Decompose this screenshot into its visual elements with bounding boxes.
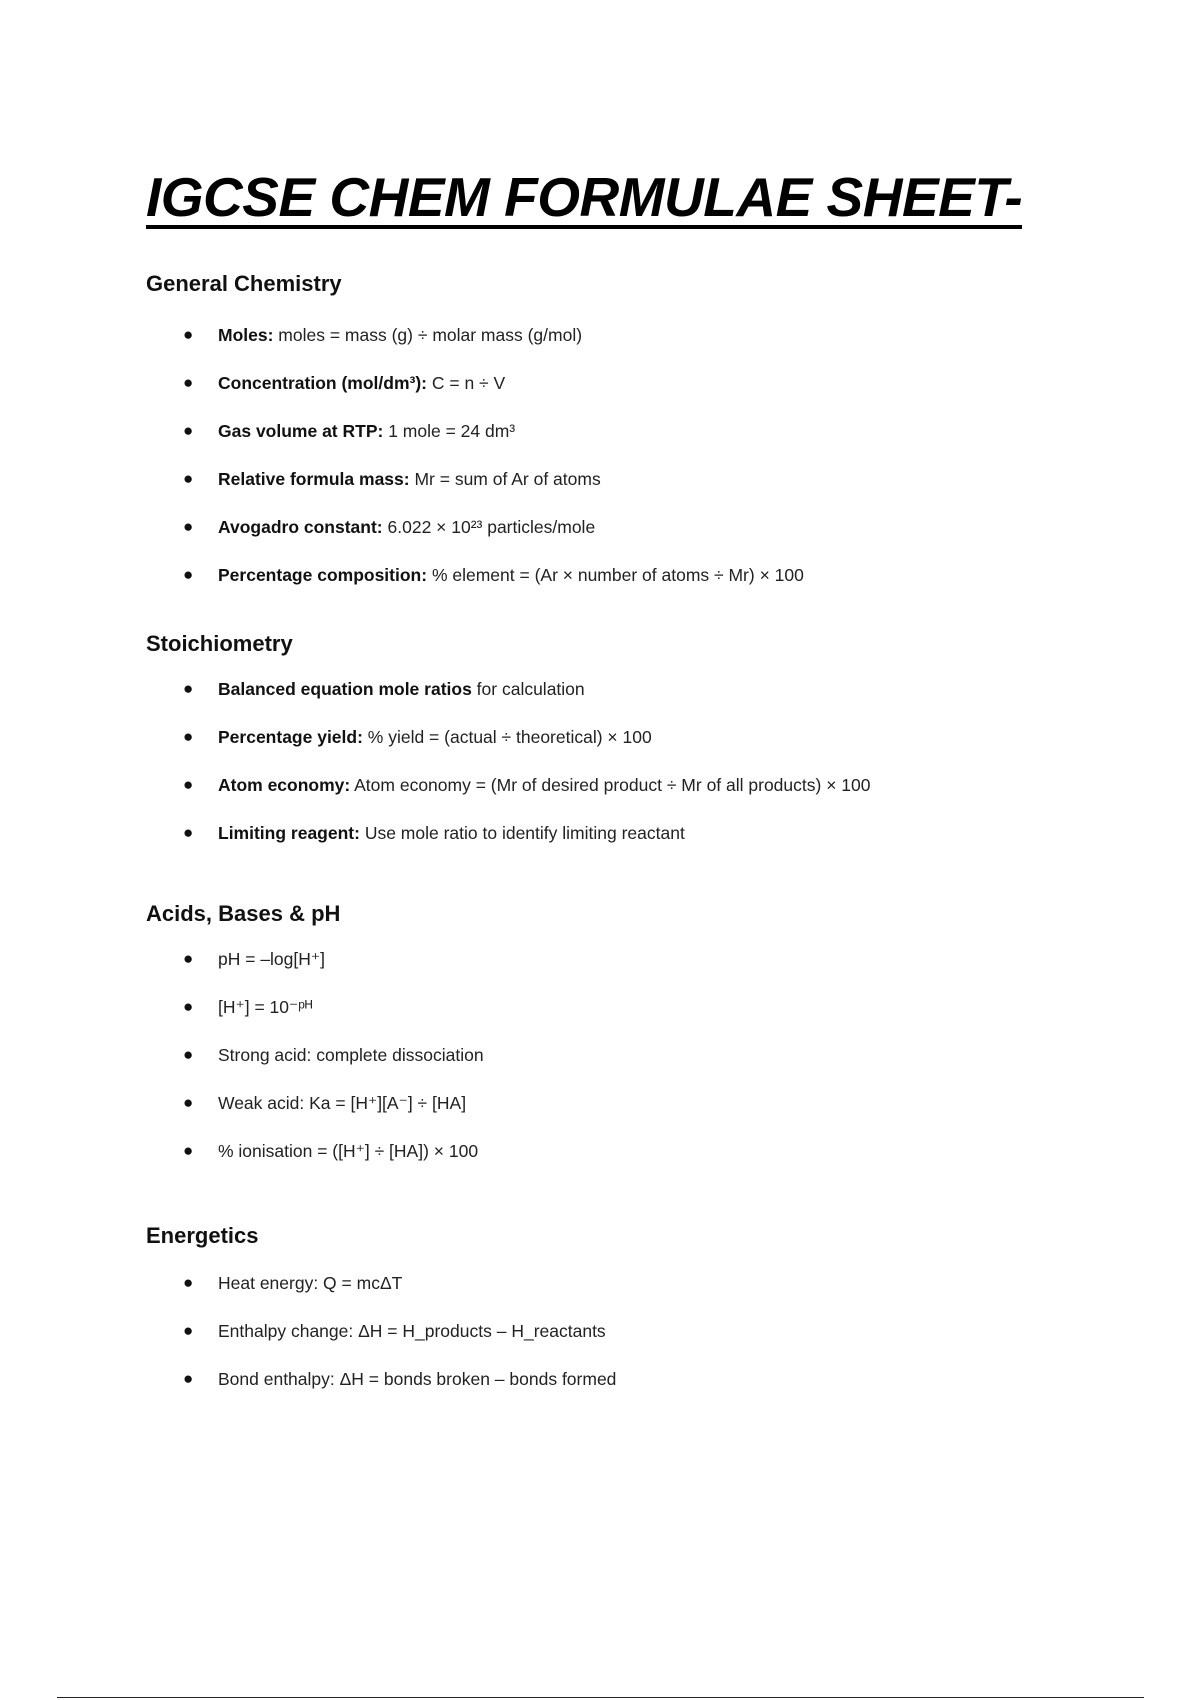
bullet-icon: ● (183, 949, 194, 968)
bullet-icon: ● (183, 1045, 194, 1064)
bullet-icon: ● (183, 1369, 194, 1388)
item-text: [H⁺] = 10⁻ᵖᴴ (218, 997, 313, 1017)
list-item (146, 1079, 1106, 1127)
list-item (146, 503, 1106, 551)
section-heading: Stoichiometry (146, 631, 293, 656)
list-item (146, 713, 1106, 761)
item-text: C = n ÷ V (427, 373, 506, 393)
section-energetics (146, 1223, 1106, 1403)
item-text: Weak acid: Ka = [H⁺][A⁻] ÷ [HA] (218, 1093, 467, 1113)
section-heading: Energetics (146, 1223, 259, 1248)
list-item (146, 809, 1106, 857)
item-text: Enthalpy change: ΔH = H_products – H_reactants (218, 1321, 606, 1341)
bullet-icon: ● (183, 1321, 194, 1340)
item-label: Atom economy: (218, 775, 351, 795)
item-text: Heat energy: Q = mcΔT (218, 1273, 403, 1293)
section-stoichiometry (146, 631, 1106, 857)
bullet-icon: ● (183, 727, 194, 746)
bullet-icon: ● (183, 565, 194, 584)
bullet-icon: ● (183, 373, 194, 392)
item-text: % yield = (actual ÷ theoretical) × 100 (362, 727, 652, 747)
section-heading: Acids, Bases & pH (146, 901, 341, 926)
item-label: Percentage yield: (218, 727, 363, 747)
section-heading: General Chemistry (146, 271, 342, 296)
list-item (146, 359, 1106, 407)
bullet-icon: ● (183, 997, 194, 1016)
section-general-chemistry (146, 271, 1106, 599)
item-text: Strong acid: complete dissociation (218, 1045, 484, 1065)
bullet-icon: ● (183, 517, 194, 536)
bullet-icon: ● (183, 469, 194, 488)
item-text: for calculation (471, 679, 585, 699)
page-bottom-divider (57, 1697, 1144, 1698)
item-label: Relative formula mass: (218, 469, 410, 489)
item-label: Percentage composition: (218, 565, 428, 585)
item-text: Atom economy = (Mr of desired product ÷ Mr of all products) × 100 (350, 775, 871, 795)
bullet-icon: ● (183, 823, 194, 842)
item-text: % ionisation = ([H⁺] ÷ [HA]) × 100 (218, 1141, 479, 1161)
item-label: Gas volume at RTP: (218, 421, 384, 441)
list-item (146, 935, 1106, 983)
list-item (146, 311, 1106, 359)
item-label: Moles: (218, 325, 274, 345)
item-text: Mr = sum of Ar of atoms (409, 469, 601, 489)
list-item (146, 1127, 1106, 1175)
list-item (146, 1355, 1106, 1403)
item-text: pH = –log[H⁺] (218, 949, 325, 969)
item-label: Balanced equation mole ratios (218, 679, 472, 699)
bullet-icon: ● (183, 421, 194, 440)
item-label: Limiting reagent: (218, 823, 360, 843)
item-label: Concentration (mol/dm³): (218, 373, 428, 393)
list-item (146, 551, 1106, 599)
document-title: IGCSE CHEM FORMULAE SHEET- (146, 166, 1023, 228)
bullet-icon: ● (183, 325, 194, 344)
bullet-icon: ● (183, 1273, 194, 1292)
item-text: moles = mass (g) ÷ molar mass (g/mol) (273, 325, 583, 345)
bullet-list (146, 1259, 1106, 1403)
list-item (146, 761, 1106, 809)
item-text: Use mole ratio to identify limiting reactant (359, 823, 685, 843)
bullet-icon: ● (183, 1141, 194, 1160)
item-label: Avogadro constant: (218, 517, 383, 537)
list-item (146, 665, 1106, 713)
list-item (146, 1259, 1106, 1307)
list-item (146, 455, 1106, 503)
item-text: % element = (Ar × number of atoms ÷ Mr) × 100 (427, 565, 804, 585)
item-text: Bond enthalpy: ΔH = bonds broken – bonds formed (218, 1369, 617, 1389)
item-text: 6.022 × 10²³ particles/mole (382, 517, 596, 537)
bullet-icon: ● (183, 775, 194, 794)
section-acids-bases-ph (146, 901, 1106, 1175)
list-item (146, 1031, 1106, 1079)
bullet-list (146, 665, 1106, 857)
list-item (146, 407, 1106, 455)
list-item (146, 1307, 1106, 1355)
bullet-list (146, 311, 1106, 599)
list-item (146, 983, 1106, 1031)
document-page (146, 166, 1106, 1403)
bullet-list (146, 935, 1106, 1175)
bullet-icon: ● (183, 1093, 194, 1112)
bullet-icon: ● (183, 679, 194, 698)
item-text: 1 mole = 24 dm³ (383, 421, 516, 441)
